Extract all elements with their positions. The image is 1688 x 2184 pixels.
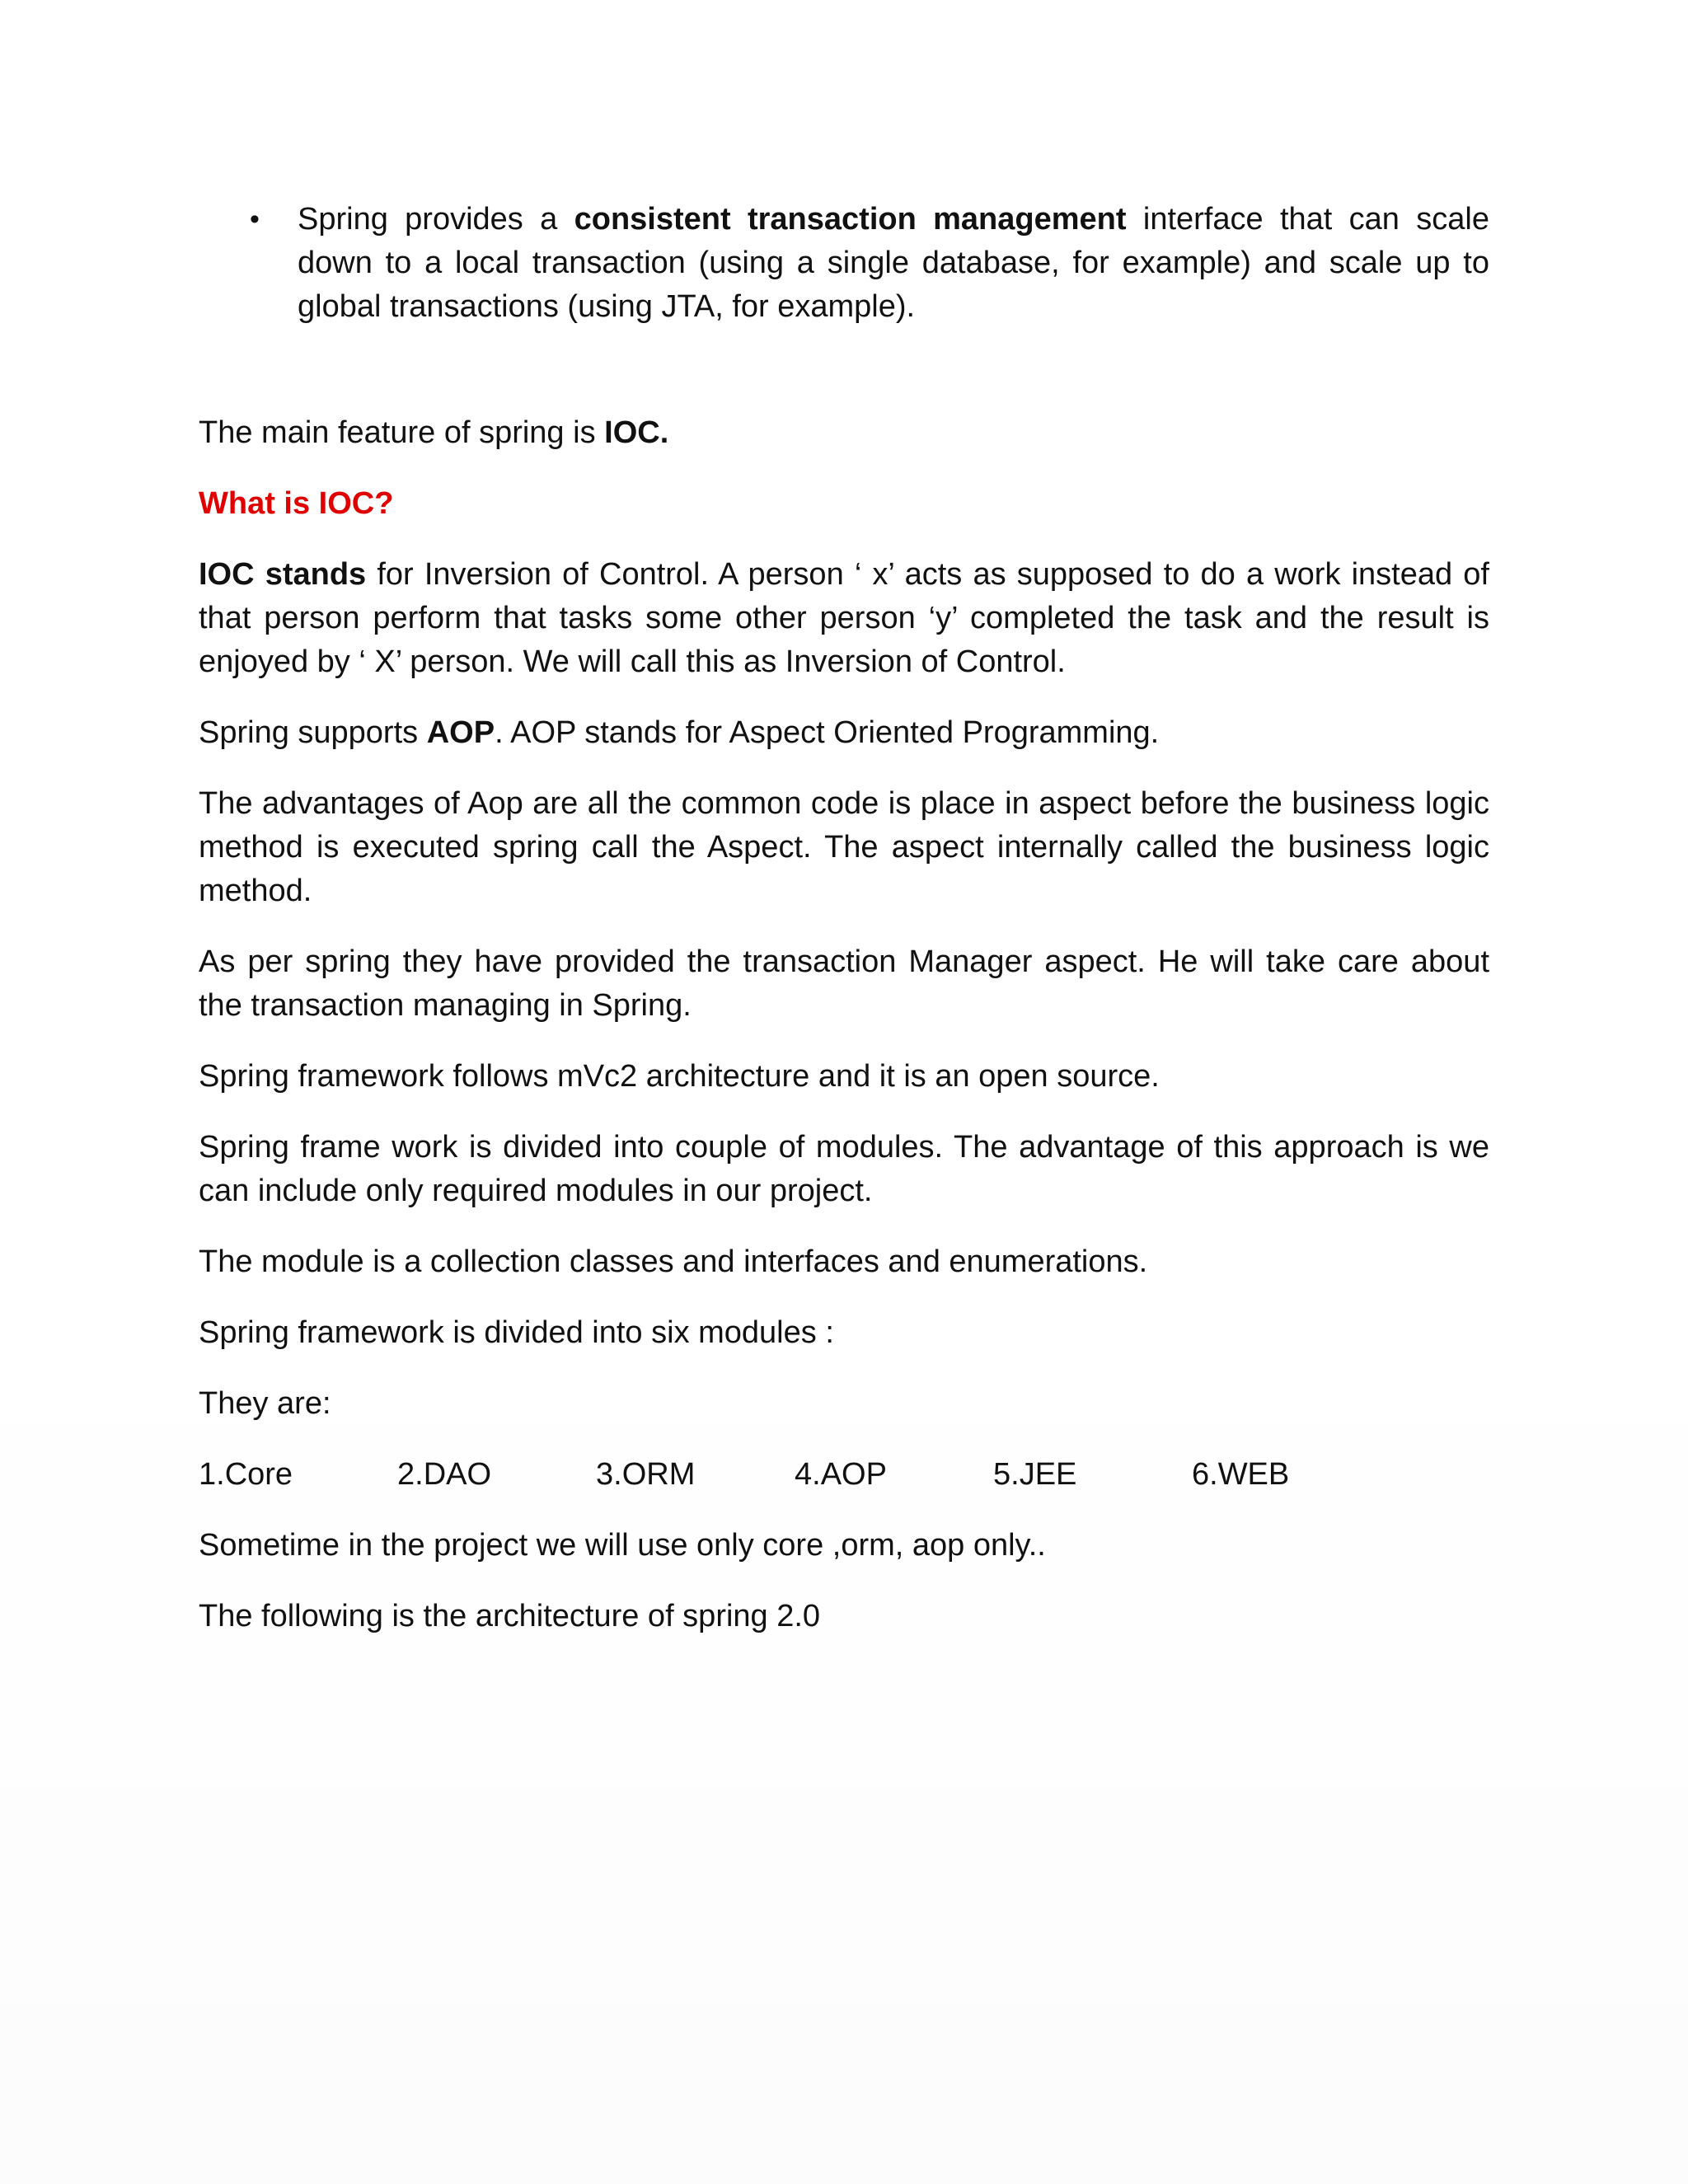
module-item-aop: 4.AOP: [795, 1457, 887, 1492]
ioc-paragraph-text: for Inversion of Control. A person ‘ x’ acts as supposed to do a work instead of that person perform that tasks some other person ‘y’ completed the task and the result is enjoyed by ‘ X’ person. We will call this as Inversion of Control.: [199, 557, 1489, 679]
aop-paragraph-post: . AOP stands for Aspect Oriented Programming.: [495, 715, 1160, 750]
main-feature-bold: IOC.: [604, 415, 669, 450]
modules-list: [199, 1453, 1489, 1497]
mvc2-paragraph: Spring framework follows mVc2 architecture and it is an open source.: [199, 1059, 1160, 1094]
aop-paragraph-pre: Spring supports: [199, 715, 427, 750]
module-item-dao: 2.DAO: [397, 1457, 492, 1492]
module-item-jee: 5.JEE: [993, 1457, 1077, 1492]
aop-paragraph-bold: AOP: [426, 715, 495, 750]
module-item-web: 6.WEB: [1192, 1457, 1290, 1492]
architecture-paragraph: The following is the architecture of spring 2.0: [199, 1599, 821, 1633]
transaction-manager-paragraph: As per spring they have provided the transaction Manager aspect. He will take care about the transaction managing in Spring.: [199, 944, 1489, 1023]
aop-advantages-paragraph: The advantages of Aop are all the common code is place in aspect before the business logic method is executed spring call the Aspect. The aspect internally called the business logic method.: [199, 786, 1489, 908]
ioc-heading: What is IOC?: [199, 486, 394, 521]
bullet-item: [199, 198, 1489, 329]
ioc-paragraph: [199, 553, 1489, 684]
module-item-core: 1.Core: [199, 1457, 293, 1492]
six-modules-paragraph: Spring framework is divided into six modules :: [199, 1315, 834, 1350]
modules-intro-paragraph: Spring frame work is divided into couple of modules. The advantage of this approach is we can include only required modules in our project.: [199, 1130, 1489, 1208]
they-are-paragraph: They are:: [199, 1386, 331, 1421]
bullet-text-post: interface that can scale down to a local transaction (using a single database, for example) and scale up to global transactions (using JTA, for example).: [298, 202, 1489, 324]
bullet-text-bold: consistent transaction management: [574, 202, 1127, 237]
main-feature-text: The main feature of spring is: [199, 415, 605, 450]
document-body: [199, 198, 1489, 1666]
main-feature-paragraph: [199, 411, 1489, 455]
spacer: [199, 329, 1489, 411]
sometime-paragraph: Sometime in the project we will use only core ,orm, aop only..: [199, 1528, 1046, 1563]
module-item-orm: 3.ORM: [596, 1457, 696, 1492]
aop-paragraph: [199, 711, 1489, 755]
bullet-dot-icon: •: [250, 204, 260, 235]
bullet-text-pre: Spring provides a: [298, 202, 574, 237]
ioc-paragraph-bold: IOC stands: [199, 557, 367, 592]
module-definition-paragraph: The module is a collection classes and interfaces and enumerations.: [199, 1244, 1148, 1279]
